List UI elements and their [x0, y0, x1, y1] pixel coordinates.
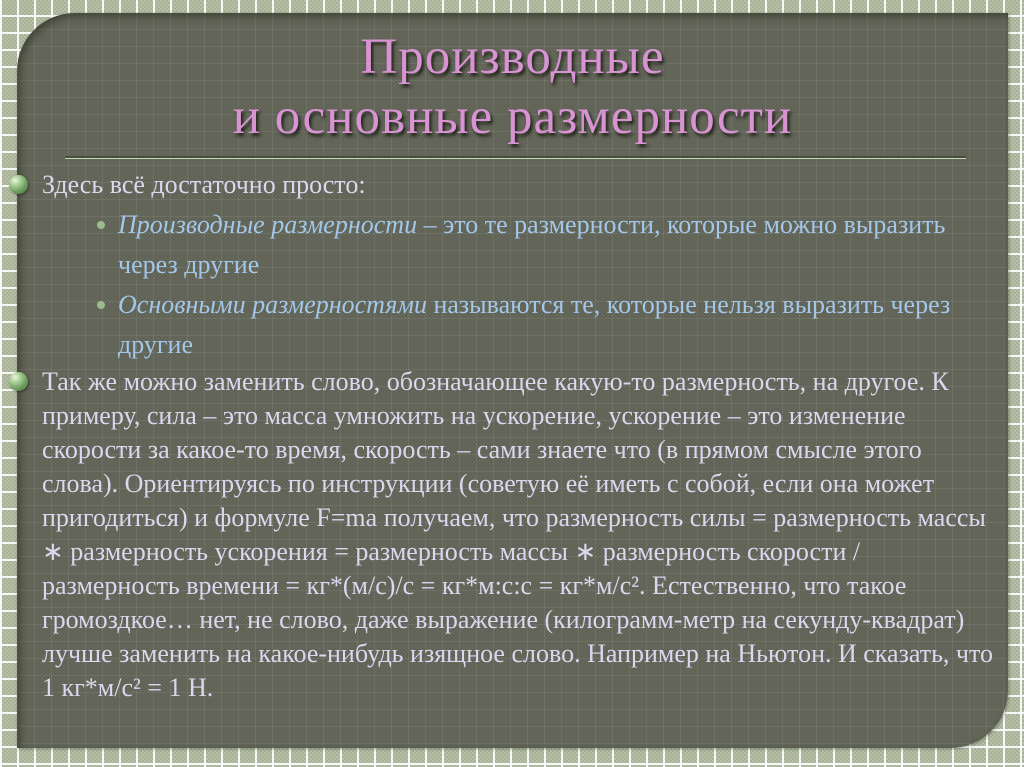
bullet-item-rest: называются те, которые нельзя выразить через другие [118, 290, 951, 359]
green-sphere-bullet-icon [9, 175, 28, 194]
dot-bullet-icon [97, 221, 105, 229]
content-panel [17, 13, 1008, 748]
bullet-item-text: Так же можно заменить слово, обозначающее какую-то размерность, на другое. К примеру, сила – это масса умножить на ускорение, ускорение – это изменение скорости за какое-то время, скорость – сами знаете что (в прямом смысле этого слова). Ориентируясь по инструкции (советую её иметь с собой, если она может пригодиться) и формуле F=ma получаем, что размерность силы = размерность массы ∗ размерность ускорения = размерность массы ∗ размерность скорости / размерность времени = кг*(м/с)/с = кг*м:с:с = кг*м/с². Естественно, что такое громоздкое… нет, не слово, даже выражение (килограмм-метр на секунду-квадрат) лучше заменить на какое-нибудь изящное слово. Например на Ньютон. И сказать, что 1 кг*м/с² = 1 Н. [42, 367, 994, 702]
bullet-item-intro [42, 165, 997, 205]
bullet-item-rest: – это те размерности, которые можно выразить через другие [118, 210, 946, 279]
bullet-item-derived-dimensions [42, 205, 997, 285]
bullet-item-text: Здесь всё достаточно просто: [42, 170, 366, 199]
title-divider [65, 156, 966, 159]
slide-title [17, 27, 1008, 147]
bullet-item-lead: Основными размерностями [118, 290, 427, 319]
title-line-2: и основные размерности [232, 89, 793, 145]
title-line-1: Производные [360, 29, 665, 85]
bullet-item-lead: Производные размерности [118, 210, 418, 239]
bullet-item-explanation-paragraph [42, 365, 997, 705]
dot-bullet-icon [97, 301, 105, 309]
green-sphere-bullet-icon [9, 372, 28, 391]
slide-body [42, 165, 997, 705]
bullet-item-basic-dimensions [42, 285, 997, 365]
